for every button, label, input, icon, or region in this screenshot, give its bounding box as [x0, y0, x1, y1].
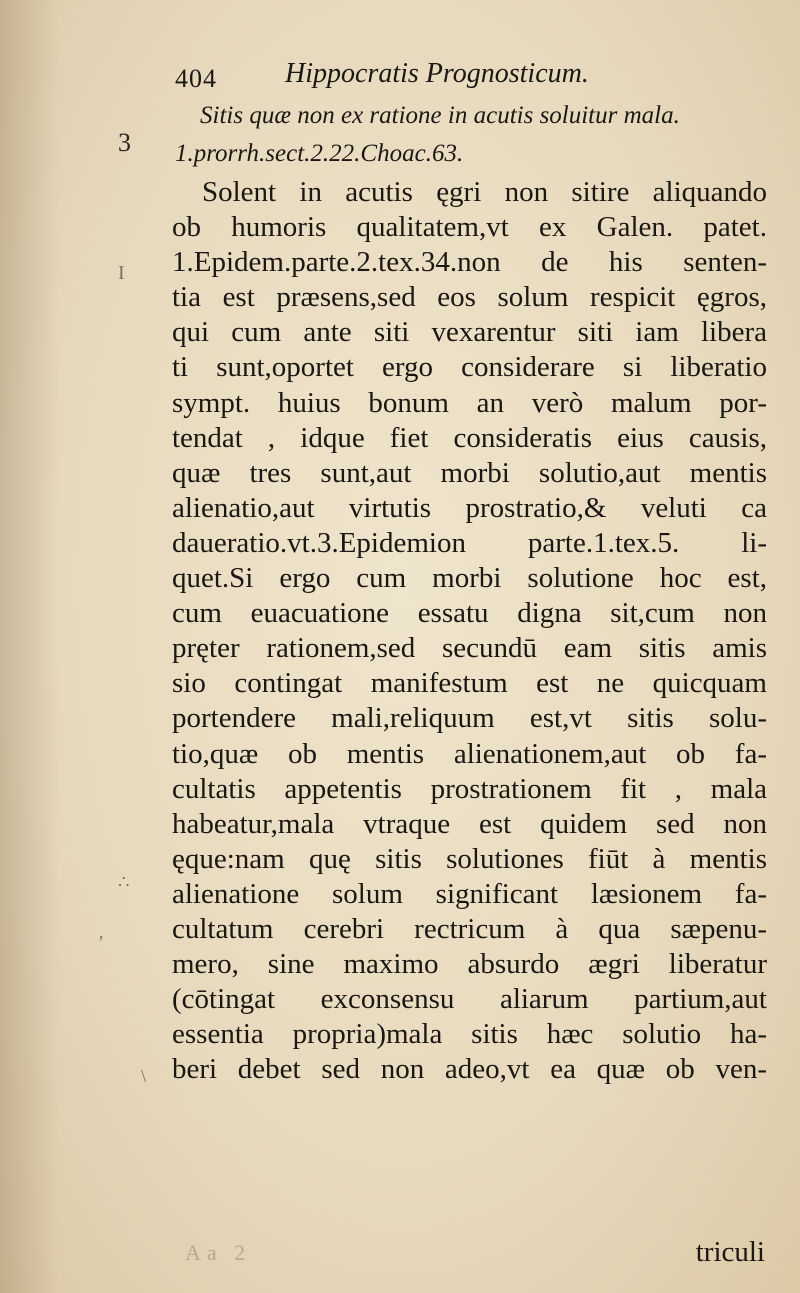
text-line: cultatum cerebri rectricum à qua sæpenu-	[172, 912, 767, 945]
text-line: sympt. huius bonum an verò malum por-	[172, 386, 767, 419]
section-heading: Sitis quæ non ex ratione in acutis soluitur mala.	[200, 102, 680, 129]
text-line: tendat , idque fiet consideratis eius causis,	[172, 421, 767, 454]
margin-mark: 3	[118, 128, 131, 157]
text-line: beri debet sed non adeo,vt ea quæ ob ven-	[172, 1053, 767, 1086]
gutter-shadow	[0, 0, 60, 1293]
signature-mark: Aa 2	[185, 1240, 252, 1265]
page-header	[175, 58, 775, 100]
page-number: 404	[175, 64, 217, 93]
text-line: ob humoris qualitatem,vt ex Galen. patet.	[172, 211, 767, 244]
margin-mark: ‚	[98, 922, 104, 942]
text-line: 1.Epidem.parte.2.tex.34.non de his senten-	[172, 246, 767, 279]
text-line: habeatur,mala vtraque est quidem sed non	[172, 807, 767, 840]
text-line: (cōtingat exconsensu aliarum partium,aut	[172, 983, 767, 1016]
text-line: qui cum ante siti vexarentur siti iam libera	[172, 316, 767, 349]
text-line: ti sunt,oportet ergo considerare si liberatio	[172, 351, 767, 384]
text-line: pręter rationem,sed secundū eam sitis amis	[172, 632, 767, 665]
text-line: mero, sine maximo absurdo ægri liberatur	[172, 948, 767, 981]
section-reference: 1.prorrh.sect.2.22.Choac.63.	[175, 140, 464, 167]
text-line: tia est præsens,sed eos solum respicit ęgros,	[172, 281, 767, 314]
running-title: Hippocratis Prognosticum.	[285, 58, 589, 89]
margin-mark: I	[118, 262, 125, 284]
text-line: quet.Si ergo cum morbi solutione hoc est,	[172, 562, 767, 595]
margin-mark: \	[141, 1066, 147, 1086]
text-line: tio,quæ ob mentis alienationem,aut ob fa-	[172, 737, 767, 770]
text-line: ęque:nam quę sitis solutiones fiūt à mentis	[172, 842, 767, 875]
body-text	[172, 175, 767, 1087]
text-line: sio contingat manifestum est ne quicquam	[172, 667, 767, 700]
text-line: portendere mali,reliquum est,vt sitis solu-	[172, 702, 767, 735]
text-line: cum euacuatione essatu digna sit,cum non	[172, 597, 767, 630]
text-line: cultatis appetentis prostrationem fit , mala	[172, 772, 767, 805]
text-line: quæ tres sunt,aut morbi solutio,aut mentis	[172, 456, 767, 489]
page-footer	[175, 1236, 765, 1276]
text-line: alienatione solum significant læsionem fa-	[172, 877, 767, 910]
catchword: triculi	[695, 1236, 765, 1268]
text-line: daueratio.vt.3.Epidemion parte.1.tex.5. li-	[172, 526, 767, 559]
margin-mark: ∴	[118, 872, 130, 892]
text-line: Solent in acutis ęgri non sitire aliquando	[202, 176, 767, 208]
text-line: alienatio,aut virtutis prostratio,& veluti ca	[172, 491, 767, 524]
text-line: essentia propria)mala sitis hæc solutio ha-	[172, 1018, 767, 1051]
